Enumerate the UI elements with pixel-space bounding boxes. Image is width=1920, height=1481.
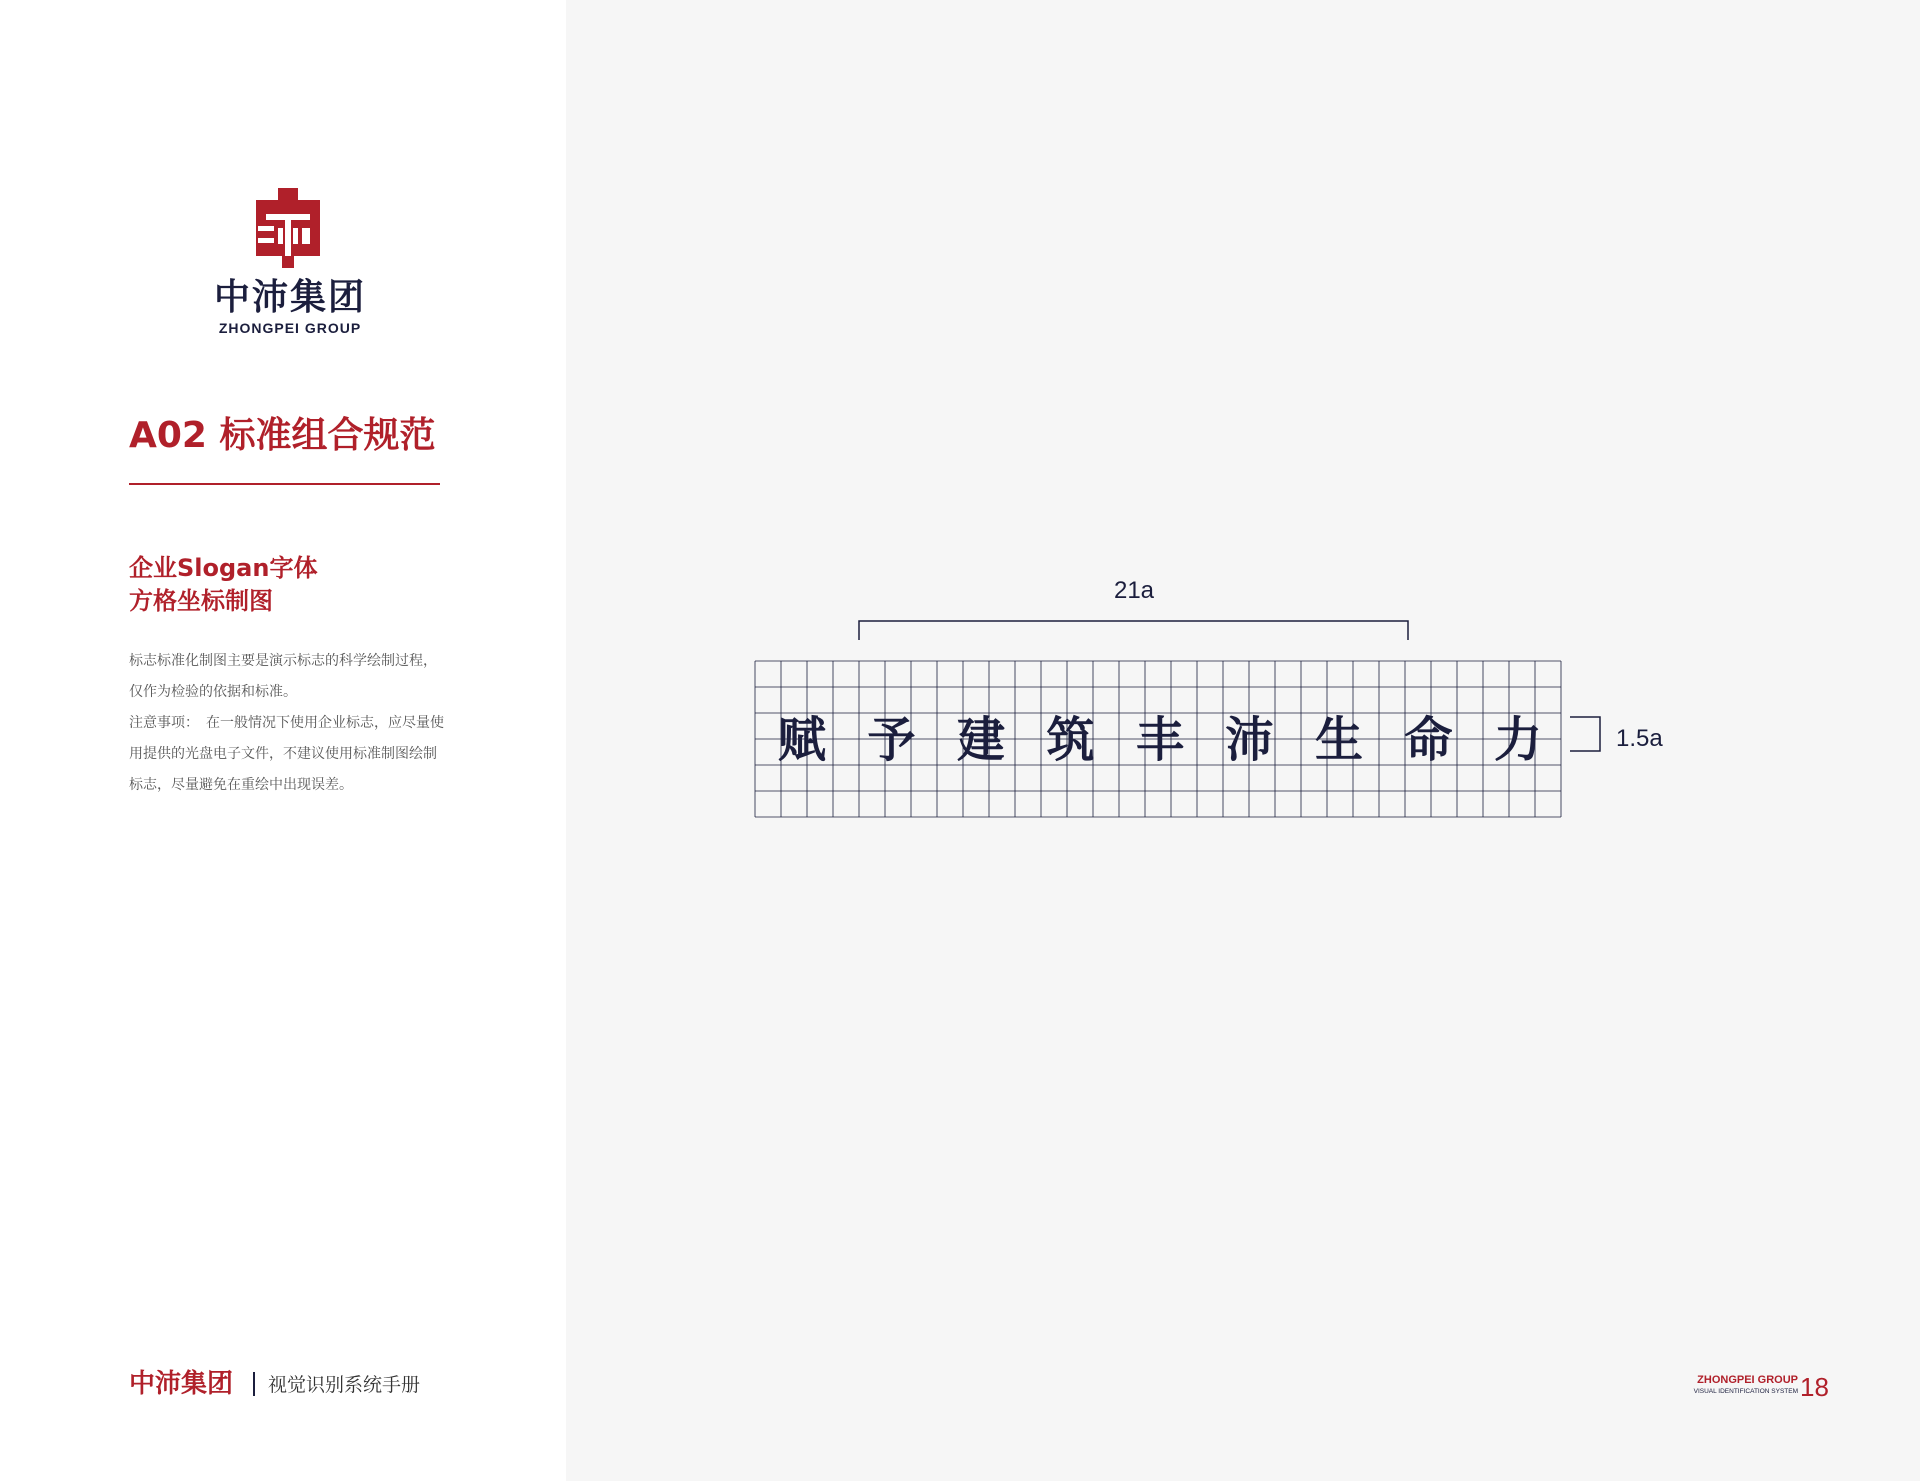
description xyxy=(129,646,449,801)
slogan-character: 予 xyxy=(867,712,916,768)
footer-group-en: ZHONGPEI GROUP xyxy=(1697,1374,1798,1386)
slogan-characters xyxy=(778,712,1542,768)
height-dimension-label: 1.5a xyxy=(1616,725,1663,752)
width-dimension-bracket xyxy=(859,621,1408,640)
title-divider xyxy=(129,483,440,485)
slogan-character: 筑 xyxy=(1046,712,1095,768)
logo-brand-name-en: ZHONGPEI GROUP xyxy=(218,320,362,336)
footer-system-en: VISUAL IDENTIFICATION SYSTEM xyxy=(1693,1388,1798,1395)
slogan-character: 沛 xyxy=(1225,712,1274,768)
slogan-character: 命 xyxy=(1404,712,1453,768)
slogan-grid-figure xyxy=(740,560,1680,840)
page-title: A02 标准组合规范 xyxy=(129,415,436,456)
description-paragraph: 标志标准化制图主要是演示标志的科学绘制过程，仅作为检验的依据和标准。 xyxy=(129,653,437,700)
slogan-character: 建 xyxy=(956,712,1006,768)
slogan-character: 力 xyxy=(1493,712,1543,768)
footer-subtitle: 视觉识别系统手册 xyxy=(268,1374,421,1396)
page-number: 18 xyxy=(1800,1372,1829,1402)
subtitle-line: 企业Slogan字体 xyxy=(129,554,318,582)
slogan-character: 赋 xyxy=(777,712,827,768)
width-dimension-label: 21a xyxy=(1113,577,1155,604)
slogan-character: 生 xyxy=(1314,712,1364,768)
footer-brand: 中沛集团 xyxy=(129,1369,234,1399)
logo-brand-name: 中沛集团 xyxy=(213,277,366,318)
height-dimension-bracket xyxy=(1570,717,1600,751)
footer-divider xyxy=(253,1372,255,1396)
notice-paragraph: 注意事项： 在一般情况下使用企业标志，应尽量使用提供的光盘电子文件，不建议使用标准制图绘制标志，尽量避免在重绘中出现误差。 xyxy=(129,715,444,793)
zhongpei-logo-icon xyxy=(252,188,324,268)
section-subtitle xyxy=(129,552,317,618)
subtitle-line: 方格坐标制图 xyxy=(129,587,273,615)
slogan-character: 丰 xyxy=(1135,712,1185,768)
